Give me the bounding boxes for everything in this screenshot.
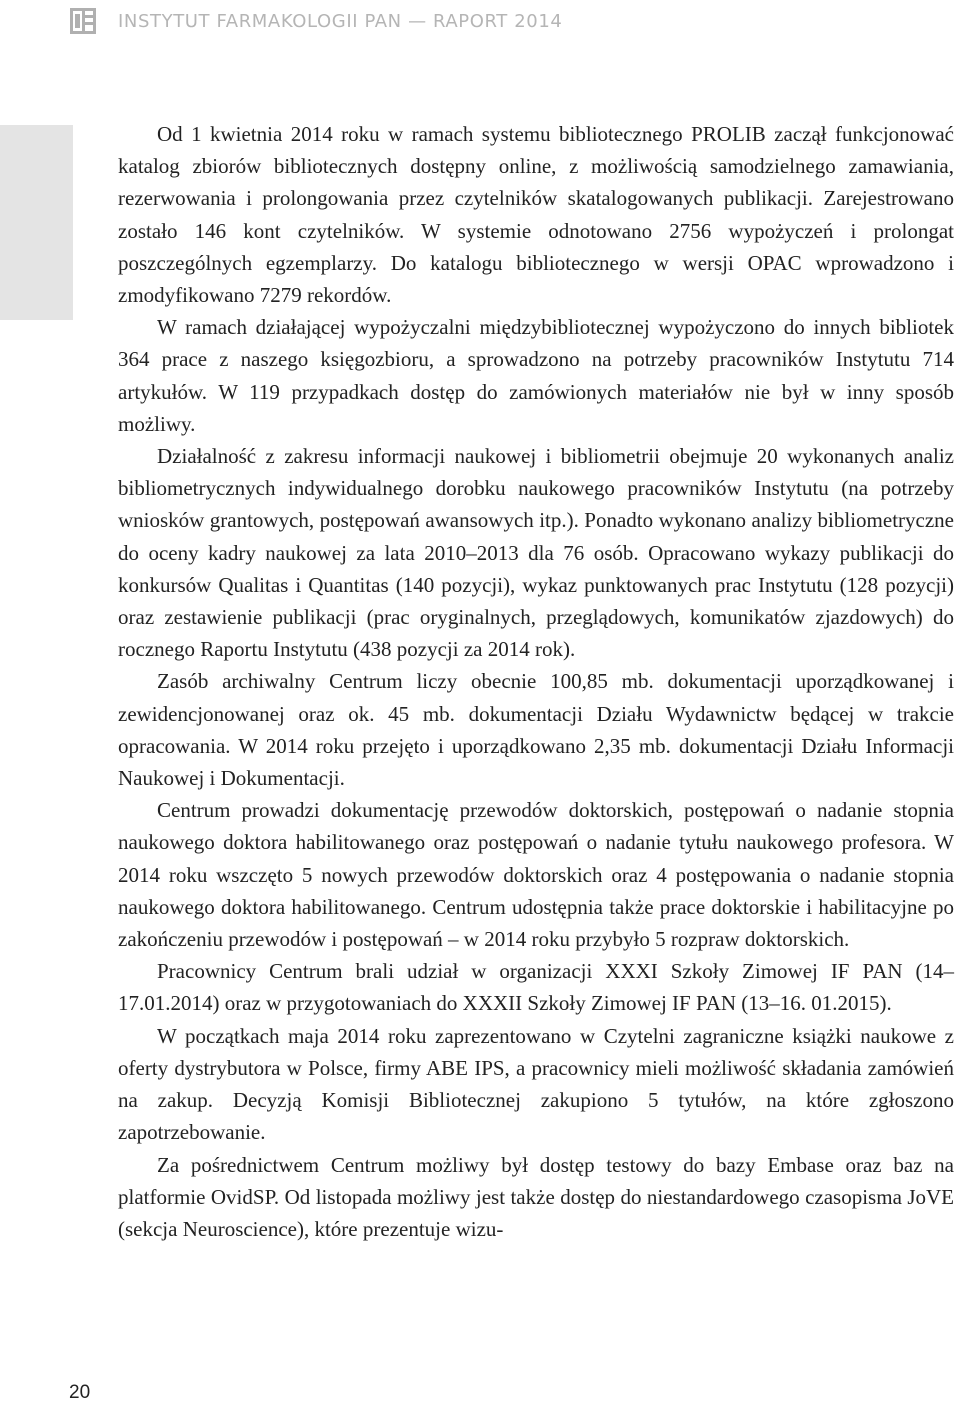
page-number: 20 (69, 1382, 91, 1403)
paragraph: Za pośrednictwem Centrum możliwy był dostęp testowy do bazy Embase oraz baz na platformie OvidSP. Od listopada możliwy jest także dostęp do niestandardowego czasopisma JoVE (sekcja Neuroscience), które prezentuje wizu- (118, 1152, 954, 1241)
paragraph: Pracownicy Centrum brali udział w organizacji XXXI Szkoły Zimowej IF PAN (14–17.01.2014) oraz w przygotowaniach do XXXII Szkoły Zimowej IF PAN (13–16. 01.2015). (118, 959, 954, 1016)
running-header (70, 6, 562, 36)
paragraph: Od 1 kwietnia 2014 roku w ramach systemu bibliotecznego PROLIB zaczął funkcjonować katalog zbiorów bibliotecznych dostępny online, z możliwością samodzielnego zamawiania, rezerwowania i prolongowania przez czytelników skatalogowanych publikacji. Zarejestrowano zostało 146 kont czytelników. W systemie odnotowano 2756 wypożyczeń i prolongat poszczególnych egzemplarzy. Do katalogu bibliotecznego w wersji OPAC wprowadzono i zmodyfikowano 7279 rekordów. (118, 122, 954, 308)
paragraph: Centrum prowadzi dokumentację przewodów doktorskich, postępowań o nadanie stopnia naukowego doktora habilitowanego oraz postępowań o nadanie tytułu naukowego profesora. W 2014 roku wszczęto 5 nowych przewodów doktorskich oraz 4 postępowania o nadanie stopnia naukowego doktora habilitowanego. Centrum udostępnia także prace doktorskie i habilitacyjne po zakończeniu przewodów i postępowań – w 2014 roku przybyło 5 rozpraw doktorskich. (118, 798, 954, 952)
header-title: INSTYTUT FARMAKOLOGII PAN — RAPORT 2014 (118, 10, 563, 32)
side-tab (0, 125, 73, 320)
paragraph: Zasób archiwalny Centrum liczy obecnie 100,85 mb. dokumentacji uporządkowanej i zewidencjonowanej oraz ok. 45 mb. dokumentacji Działu Wydawnictw będącej w trakcie opracowania. W 2014 roku przejęto i uporządkowano 2,35 mb. dokumentacji Działu Informacji Naukowej i Dokumentacji. (118, 669, 954, 791)
paragraph: W ramach działającej wypożyczalni międzybibliotecznej wypożyczono do innych bibliotek 364 prace z naszego księgozbioru, a sprowadzono na potrzeby pracowników Instytutu 714 artykułów. W 119 przypadkach dostęp do zamówionych materiałów nie był w inny sposób możliwy. (118, 315, 954, 436)
institute-logo-icon (70, 8, 96, 34)
body-text (118, 118, 954, 1245)
paragraph: W początkach maja 2014 roku zaprezentowano w Czytelni zagraniczne książki naukowe z oferty dystrybutora w Polsce, firmy ABE IPS, a pracownicy mieli możliwość składania zamówień na zakup. Decyzją Komisji Bibliotecznej zakupiono 5 tytułów, na które zgłoszono zapotrzebowanie. (118, 1023, 954, 1145)
paragraph: Działalność z zakresu informacji naukowej i bibliometrii obejmuje 20 wykonanych analiz bibliometrycznych indywidualnego dorobku naukowego pracowników Instytutu (na potrzeby wniosków grantowych, postępowań awansowych itp.). Ponadto wykonano analizy bibliometryczne do oceny kadry naukowej za lata 2010–2013 dla 76 osób. Opracowano wykazy publikacji do konkursów Qualitas i Quantitas (140 pozycji), wykaz punktowanych prac Instytutu (128 pozycji) oraz zestawienie publikacji (prac oryginalnych, przeglądowych, komunikatów zjazdowych) do rocznego Raportu Instytutu (438 pozycji za 2014 rok). (118, 444, 954, 662)
